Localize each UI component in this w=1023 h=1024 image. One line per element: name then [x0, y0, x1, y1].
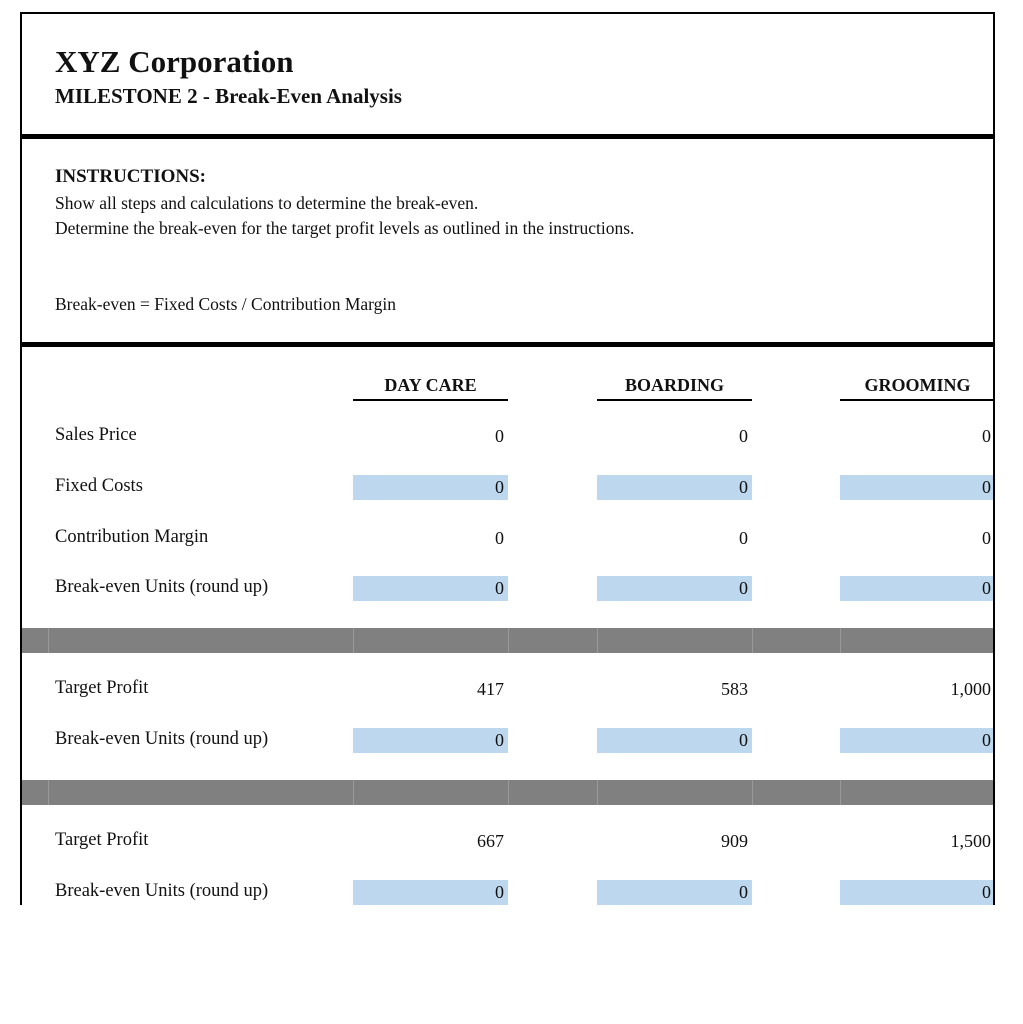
fixed-costs-boarding[interactable]: 0	[597, 475, 752, 500]
band-gridline	[508, 628, 509, 653]
breakeven-units-1-grooming[interactable]: 0	[840, 728, 995, 753]
target-profit-2-grooming[interactable]: 1,500	[950, 831, 991, 851]
target-profit-1-day-care[interactable]: 417	[477, 679, 504, 699]
target-profit-2-day-care[interactable]: 667	[477, 831, 504, 851]
row-label-breakeven-units-1: Break-even Units (round up)	[55, 729, 269, 749]
band-gridline	[597, 628, 598, 653]
sales-price-boarding[interactable]: 0	[739, 426, 748, 446]
band-gridline	[597, 780, 598, 805]
row-label-breakeven-units-2: Break-even Units (round up)	[55, 881, 269, 901]
band-gridline	[48, 780, 49, 805]
instructions-heading: INSTRUCTIONS:	[55, 166, 206, 187]
band-gridline	[752, 780, 753, 805]
row-label-target-profit-1: Target Profit	[55, 678, 149, 698]
fixed-costs-grooming[interactable]: 0	[840, 475, 995, 500]
fixed-costs-day-care[interactable]: 0	[353, 475, 508, 500]
breakeven-units-day-care[interactable]: 0	[353, 576, 508, 601]
row-label-fixed-costs: Fixed Costs	[55, 476, 143, 496]
column-header-grooming: GROOMING	[840, 375, 995, 401]
breakeven-units-grooming[interactable]: 0	[840, 576, 995, 601]
target-profit-1-boarding[interactable]: 583	[721, 679, 748, 699]
row-label-contribution-margin: Contribution Margin	[55, 527, 209, 547]
column-header-day-care: DAY CARE	[353, 375, 508, 401]
target-profit-1-grooming[interactable]: 1,000	[950, 679, 991, 699]
breakeven-units-boarding[interactable]: 0	[597, 576, 752, 601]
row-label-breakeven-units: Break-even Units (round up)	[55, 577, 269, 597]
band-gridline	[752, 628, 753, 653]
band-gridline	[508, 780, 509, 805]
breakeven-units-2-day-care[interactable]: 0	[353, 880, 508, 905]
contribution-margin-day-care[interactable]: 0	[495, 528, 504, 548]
band-gridline	[353, 628, 354, 653]
band-gridline	[353, 780, 354, 805]
sales-price-day-care[interactable]: 0	[495, 426, 504, 446]
worksheet	[20, 12, 995, 905]
breakeven-units-2-boarding[interactable]: 0	[597, 880, 752, 905]
breakeven-units-2-grooming[interactable]: 0	[840, 880, 995, 905]
instructions-divider	[22, 342, 995, 347]
page-subtitle: MILESTONE 2 - Break-Even Analysis	[55, 84, 402, 108]
instructions-line-2: Determine the break-even for the target profit levels as outlined in the instructions.	[55, 218, 635, 238]
target-profit-2-boarding[interactable]: 909	[721, 831, 748, 851]
row-label-sales-price: Sales Price	[55, 425, 137, 445]
column-header-boarding: BOARDING	[597, 375, 752, 401]
contribution-margin-grooming[interactable]: 0	[982, 528, 991, 548]
instructions-line-1: Show all steps and calculations to determine the break-even.	[55, 193, 479, 213]
band-gridline	[840, 780, 841, 805]
row-label-target-profit-2: Target Profit	[55, 830, 149, 850]
breakeven-units-1-day-care[interactable]: 0	[353, 728, 508, 753]
header-divider	[22, 134, 995, 139]
breakeven-units-1-boarding[interactable]: 0	[597, 728, 752, 753]
band-gridline	[48, 628, 49, 653]
contribution-margin-boarding[interactable]: 0	[739, 528, 748, 548]
band-gridline	[840, 628, 841, 653]
sales-price-grooming[interactable]: 0	[982, 426, 991, 446]
company-title: XYZ Corporation	[55, 44, 294, 79]
formula-text: Break-even = Fixed Costs / Contribution Margin	[55, 294, 397, 314]
